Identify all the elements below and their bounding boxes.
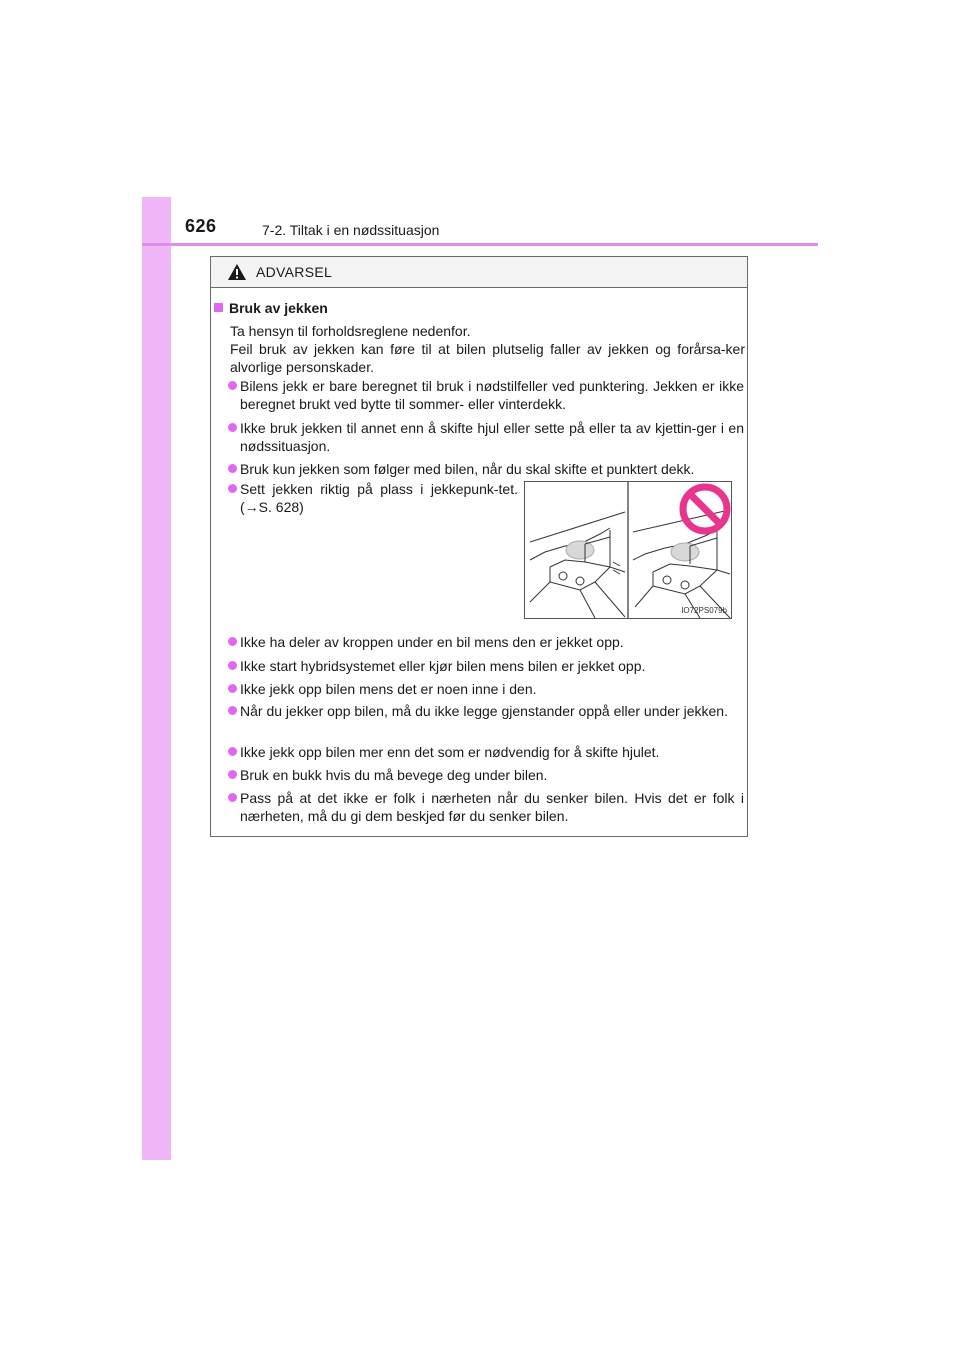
intro-line: Ta hensyn til forholdsreglene nedenfor.	[230, 323, 471, 339]
bullet-item: Bruk en bukk hvis du må bevege deg under bilen.	[228, 766, 744, 784]
bullet-dot-icon	[228, 793, 237, 802]
bullet-item: Ikke start hybridsystemet eller kjør bilen mens bilen er jekket opp.	[228, 657, 744, 675]
bullet-item: Ikke bruk jekken til annet enn å skifte hjul eller sette på eller ta av kjettin-ger i en nødssituasjon.	[228, 419, 744, 455]
prohibition-icon	[683, 487, 727, 531]
jack-position-figure	[524, 481, 732, 619]
bullet-item: Sett jekken riktig på plass i jekkepunk-tet. (→S. 628)	[228, 480, 518, 516]
warning-title: ADVARSEL	[256, 264, 333, 280]
side-tab-bar	[142, 197, 171, 1160]
bullet-item: Bruk kun jekken som følger med bilen, når du skal skifte et punktert dekk.	[228, 460, 744, 478]
bullet-dot-icon	[228, 381, 237, 390]
figure-code: IO72PS079b	[681, 606, 727, 615]
bullet-item: Pass på at det ikke er folk i nærheten når du senker bilen. Hvis det er folk i nærheten, må du gi dem beskjed før du senker bilen.	[228, 789, 744, 825]
sub-heading-text: Bruk av jekken	[229, 300, 328, 316]
bullet-item: Når du jekker opp bilen, må du ikke legge gjenstander oppå eller under jekken.	[228, 702, 744, 720]
bullet-dot-icon	[228, 484, 237, 493]
warning-header	[211, 257, 747, 288]
bullet-dot-icon	[228, 684, 237, 693]
bullet-dot-icon	[228, 464, 237, 473]
header-rule	[142, 243, 818, 246]
bullet-dot-icon	[228, 770, 237, 779]
square-bullet-icon	[214, 303, 223, 312]
jack-illustration	[525, 482, 731, 618]
intro-text	[230, 322, 745, 376]
bullet-dot-icon	[228, 423, 237, 432]
warning-box	[210, 256, 748, 837]
bullet-dot-icon	[228, 661, 237, 670]
page-number: 626	[185, 216, 217, 236]
bullet-dot-icon	[228, 637, 237, 646]
bullet-dot-icon	[228, 706, 237, 715]
bullet-item: Ikke ha deler av kroppen under en bil mens den er jekket opp.	[228, 633, 744, 651]
bullet-dot-icon	[228, 747, 237, 756]
bullet-item: Ikke jekk opp bilen mens det er noen inne i den.	[228, 680, 744, 698]
intro-line: Feil bruk av jekken kan føre til at bilen plutselig faller av jekken og forårsa-ker alvorlige personskader.	[230, 341, 745, 375]
section-title: 7-2. Tiltak i en nødssituasjon	[262, 222, 440, 238]
warning-triangle-icon	[227, 263, 247, 281]
bullet-item: Ikke jekk opp bilen mer enn det som er nødvendig for å skifte hjulet.	[228, 743, 744, 761]
sub-heading	[214, 300, 328, 316]
bullet-item: Bilens jekk er bare beregnet til bruk i nødstilfeller ved punktering. Jekken er ikke beregnet brukt ved bytte til sommer- eller vinterdekk.	[228, 377, 744, 413]
